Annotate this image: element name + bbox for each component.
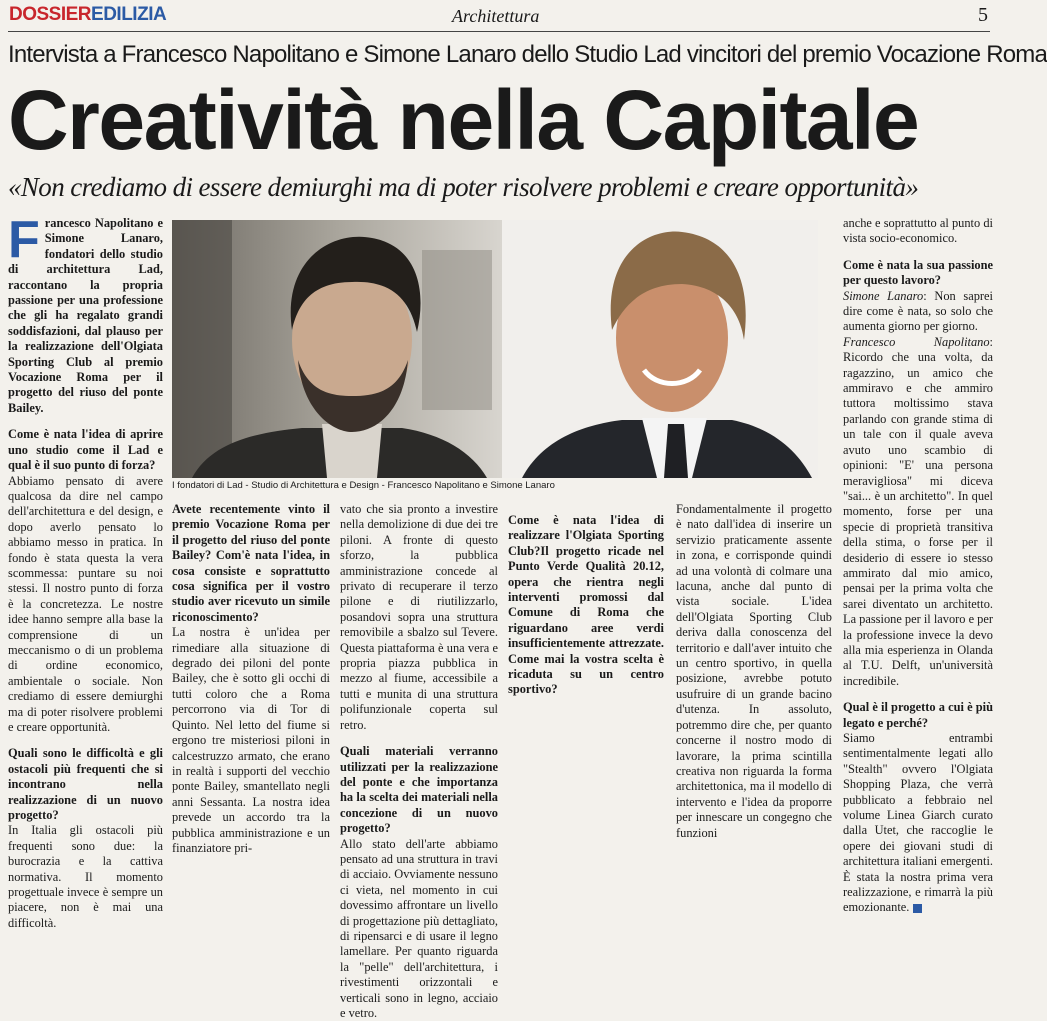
logo-part-1: DOSSIER	[9, 4, 92, 25]
lead-text: rancesco Napolitano e Simone Lanaro, fondatori dello studio di architettura Lad, raccontano la propria passione per una professione che gli ha regalato grandi soddisfazioni, dal plauso per la realizzazione dell'Olgiata Sporting Club al premio Vocazione Roma per il progetto del riuso del ponte Bailey.	[8, 216, 163, 415]
article-subtitle: «Non crediamo di essere demiurghi ma di poter risolvere problemi e creare opportunità»	[8, 172, 919, 202]
photo-caption: I fondatori di Lad - Studio di Architettura e Design - Francesco Napolitano e Simone Lanaro	[172, 480, 555, 491]
question-5	[508, 513, 664, 698]
answer-6-napolitano-text: : Ricordo che una volta, da ragazzino, un amico che ammiravo e che ammiro tuttora moltissimo stava parlando con grande stima di un tale con il quale aveva avuto uno scambio di opinioni: "E' una persona meravigliosa" mi diceva "sai... è un architetto". In quel momento, forse per una specie di proprietà transitiva della stima, o forse per il desiderio di essere io stesso ammirato dal mio amico, pensai per la prima volta che sarei diventato un architetto. La passione per il lavoro e per la professione invece la devo alla mia esperienza in Olanda al T.U. Delft, un'università incredibile.	[843, 334, 994, 688]
logo-part-2: EDILIZIA	[91, 4, 167, 25]
question-6: Come è nata la sua passione per questo lavoro?	[843, 257, 993, 288]
answer-2: In Italia gli ostacoli più frequenti sono due: la burocrazia e la cattiva normativa. Il momento progettuale invece è sempre un piacere, non è mai una difficoltà.	[8, 823, 163, 930]
page-header	[0, 0, 1000, 34]
page-number: 5	[978, 4, 988, 26]
lead-paragraph	[8, 211, 163, 416]
answer-1: Abbiamo pensato di avere qualcosa da dire nel campo dell'architettura e del design, e dopo averlo pensato lo abbiamo messo in pratica. In fondo è stata questa la vera scommessa: puntare su noi stessi. Il nostro punto di forza è la concretezza. Le nostre idee hanno sempre alla base la comprensione di un meccanismo o di un problema di ordine economico, ambientale o sociale. Non crediamo di essere demiurghi ma di poter risolvere problemi e creare opportunità.	[8, 473, 163, 734]
answer-7	[843, 731, 993, 916]
question-3: Avete recentemente vinto il premio Vocazione Roma per il progetto del riuso del ponte Bailey? Com'è nata l'idea, in cosa consiste e soprattutto cosa significa per il vostro studio aver ricevuto un simile riconoscimento?	[172, 502, 330, 624]
answer-3-part-a: La nostra è un'idea per rimediare alla situazione di degrado dei piloni del ponte Bailey, che è sotto gli occhi di tutti coloro che a Roma percorrono via di Tor di Quinto. Nel letto del fiume si ergono tre misteriosi piloni in calcestruzzo armato, che erano in realtà i supporti del vecchio ponte Bailey, smantellato negli anni Sessanta. La nostra idea prevede un accordo tra la pubblica amministrazione e un finanziatore pri-	[172, 625, 330, 855]
question-1: Come è nata l'idea di aprire uno studio come il Lad e qual è il suo punto di forza?	[8, 427, 163, 473]
drop-cap: F	[8, 211, 40, 269]
answer-5-part-a: Fondamentalmente il progetto è nato dall'idea di inserire un servizio praticamente assente in zona, e corrisponde quindi ad una volontà di colmare una lacuna, anche dal punto di vista sociale. L'idea dell'Olgiata Sporting Club deriva dalla conoscenza del territorio e dall'aver intuito che un centro sportivo, in quella posizione, avrebbe potuto usufruire di un grande bacino d'utenza. In assoluto, potremmo dire che, per quanto concerne il nostro modo di lavorare, la prima scintilla creativa non riguarda la forma architettonica, ma il modello di intervento e l'idea da proporre per innescare un congegno che funzioni	[676, 502, 832, 840]
speaker-napolitano: Francesco Napolitano	[843, 334, 990, 349]
speaker-lanaro: Simone Lanaro	[843, 288, 924, 303]
question-5-text: Come è nata l'idea di realizzare l'Olgiata Sporting Club?	[508, 513, 664, 558]
question-2: Quali sono le difficoltà e gli ostacoli più frequenti che si incontrano nella realizzazione di un nuovo progetto?	[8, 746, 163, 823]
answer-6-napolitano	[843, 335, 993, 689]
article-column-4	[508, 502, 664, 838]
article-column-2	[172, 502, 330, 855]
article-column-5	[676, 502, 832, 838]
question-4: Quali materiali verranno utilizzati per la realizzazione del ponte e che importanza ha la scelta dei materiali nella concezione di un nuovo progetto?	[340, 744, 498, 836]
question-7: Qual è il progetto a cui è più legato e perché?	[843, 700, 993, 730]
founders-photo	[172, 220, 818, 478]
article-column-1	[8, 211, 163, 930]
header-rule	[8, 31, 990, 32]
answer-6-lanaro-text: : Non saprei dire come è nata, so solo che aumenta giorno per giorno.	[843, 288, 993, 334]
answer-3-part-b: vato che sia pronto a investire nella demolizione di due dei tre piloni. A fronte di questo sforzo, la pubblica amministrazione concede al privato di recuperare il terzo pilone e di riutilizzarlo, posandovi sopra una struttura removibile a sbalzo sul Tevere. Questa piattaforma è una vera e propria piazza pubblica in mezzo al fiume, accessibile a tutti e munita di una struttura polifunzionale coperta sul retro.	[340, 502, 498, 732]
article-title: Creatività nella Capitale	[8, 73, 919, 167]
masthead-logo	[9, 4, 166, 26]
founders-photo-illustration	[172, 220, 818, 478]
question-5-continued: Il progetto ricade nel Punto Verde Qualità 20.12, opera che rientra negli interventi promossi dal Comune di Roma che riguardano aree verdi insufficientemente attrezzate. Come mai la vostra scelta è ricaduta su un centro sportivo?	[508, 543, 664, 697]
article-column-3	[340, 502, 498, 1020]
section-label: Architettura	[452, 6, 540, 26]
answer-7-text: Siamo entrambi sentimentalmente legati allo "Stealth" ovvero l'Olgiata Shopping Plaza, che verrà pubblicato a febbraio nel volume Linea Giarch curato dalla Utet, che raccoglie le opere dei giovani studi di architettura italiani emergenti. È stata la nostra prima vera realizzazione, e rimarrà la più emozionante.	[843, 731, 993, 915]
answer-6-lanaro	[843, 289, 993, 335]
answer-4-part-a: Allo stato dell'arte abbiamo pensato ad una struttura in travi di acciaio. Ovviamente nessuno ci vieta, nel momento in cui dovessimo affrontare un livello di progettazione più dettagliato, di ripensarci e di usare il legno lamellare. Per quanto riguarda la "pelle" dell'architettura, i rivestimenti orizzontali e verticali sono in legno, acciaio e vetro.	[340, 836, 498, 1020]
answer-5-part-b: anche e soprattutto al punto di vista socio-economico.	[843, 216, 993, 246]
end-of-article-mark	[913, 904, 922, 913]
article-column-6	[843, 216, 994, 915]
article-kicker: Intervista a Francesco Napolitano e Simone Lanaro dello Studio Lad vincitori del premio Vocazione Roma	[8, 41, 1047, 68]
